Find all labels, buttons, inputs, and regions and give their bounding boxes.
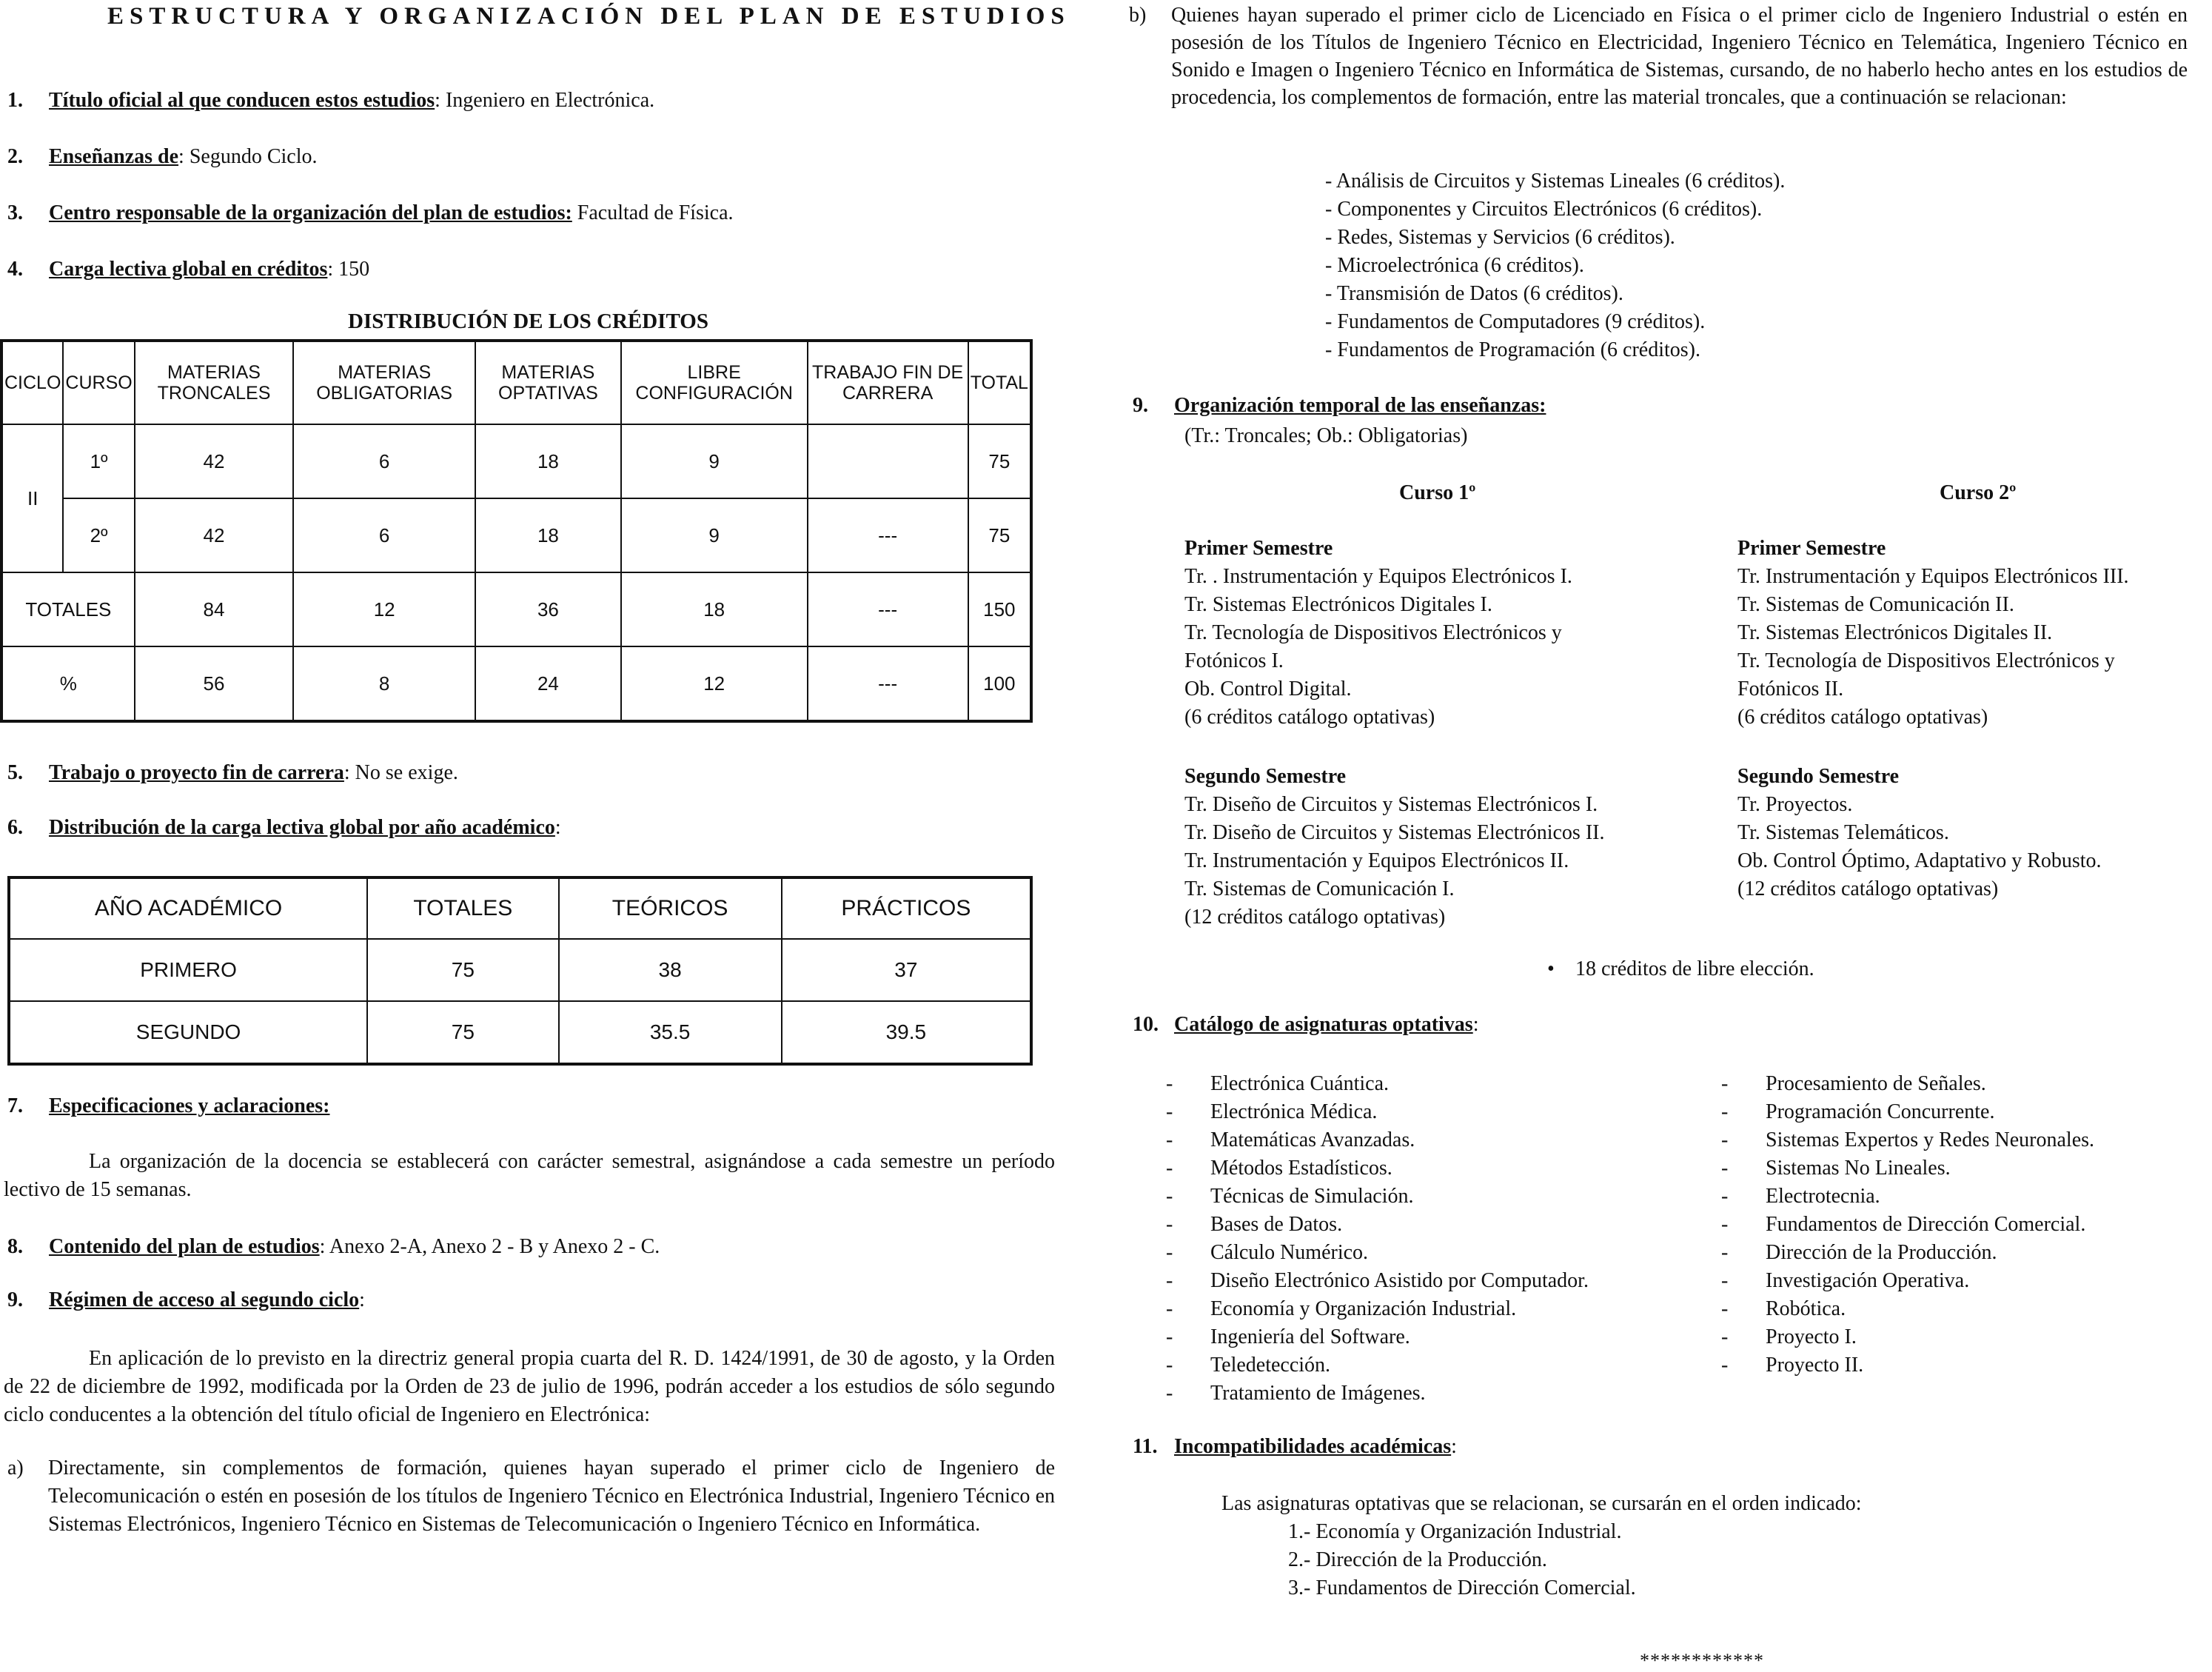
bullet-icon: • [1547,957,1555,980]
header-cell: TRABAJO FIN DE CARRERA [808,341,968,424]
item-10: 10. Catálogo de asignaturas optativas: [1133,1013,1479,1036]
course-line: Tr. Diseño de Circuitos y Sistemas Electrónicos I. [1184,793,1598,816]
academic-year-table [7,876,1033,1066]
list-item: - Componentes y Circuitos Electrónicos (6 créditos). [1325,198,1763,221]
curso-1-sem-2 [1184,763,1604,932]
optativas-list-right [1721,1070,2094,1380]
table-cell: 75 [968,498,1031,572]
item-6: 6. Distribución de la carga lectiva global por año académico: [7,816,561,839]
list-item: - Técnicas de Simulación. [1166,1185,1414,1208]
table-cell: 18 [475,424,621,498]
list-item: - Diseño Electrónico Asistido por Computador. [1166,1269,1589,1292]
semester-title: Primer Semestre [1737,537,1886,560]
list-item: - Cálculo Numérico. [1166,1241,1369,1264]
table-cell: 35.5 [559,1001,782,1064]
semester-title: Segundo Semestre [1184,765,1347,788]
list-item: - Electrónica Médica. [1166,1100,1378,1123]
optativas-list-left [1166,1070,1589,1408]
incompat-intro: Las asignaturas optativas que se relacionan, se cursarán en el orden indicado: [1221,1492,1862,1515]
credit-table-caption: DISTRIBUCIÓN DE LOS CRÉDITOS [348,310,708,333]
item-8-heading: Contenido del plan de estudios [49,1235,320,1258]
table-row-totales [1,572,1031,646]
curso-2-title: Curso 2º [1940,481,2017,504]
course-line: Tr. Sistemas de Comunicación I. [1184,877,1455,900]
list-item: - Dirección de la Producción. [1721,1241,1997,1264]
table-cell: 42 [135,498,294,572]
table-cell: 8 [293,646,475,721]
list-item: - Tratamiento de Imágenes. [1166,1382,1426,1405]
item-3: 3. Centro responsable de la organización del plan de estudios: Facultad de Física. [7,201,734,224]
item-9-organizacion: 9. Organización temporal de las enseñanzas: [1133,394,1546,417]
item-11-heading: Incompatibilidades académicas [1174,1435,1452,1458]
list-item: - Electrotecnia. [1721,1185,1880,1208]
list-item: 2.- Dirección de la Producción. [1288,1548,1547,1571]
item-1: 1. Título oficial al que conducen estos estudios: Ingeniero en Electrónica. [7,89,655,112]
item-7-heading: Especificaciones y aclaraciones: [49,1094,330,1117]
course-line: Tr. Diseño de Circuitos y Sistemas Electrónicos II. [1184,821,1605,844]
table-cell: 24 [475,646,621,721]
table-cell [808,424,968,498]
header-cell: AÑO ACADÉMICO [9,877,367,939]
item-5-heading: Trabajo o proyecto fin de carrera [49,761,344,784]
table-cell: --- [808,498,968,572]
document-title: ESTRUCTURA Y ORGANIZACIÓN DEL PLAN DE ESTUDIOS [107,3,1070,30]
table-cell: 12 [293,572,475,646]
curso-1-sem-1 [1184,535,1572,732]
table-cell: SEGUNDO [9,1001,367,1064]
item-10-heading: Catálogo de asignaturas optativas [1174,1013,1473,1036]
list-item: - Transmisión de Datos (6 créditos). [1325,282,1623,305]
ciclo-cell: II [1,424,63,572]
course-line: Tr. Sistemas Electrónicos Digitales II. [1737,621,2053,644]
item-4-heading: Carga lectiva global en créditos [49,258,328,281]
list-item: - Bases de Datos. [1166,1213,1343,1236]
curso-2-sem-1 [1737,535,2129,732]
table-header-row [1,341,1031,424]
header-cell: MATERIAS TRONCALES [135,341,294,424]
header-cell: MATERIAS OPTATIVAS [475,341,621,424]
list-item: - Métodos Estadísticos. [1166,1157,1392,1180]
table-cell: 12 [621,646,808,721]
table-row-percent [1,646,1031,721]
table-cell: 75 [367,939,558,1001]
course-line: Ob. Control Óptimo, Adaptativo y Robusto. [1737,849,2102,872]
item-5: 5. Trabajo o proyecto fin de carrera: No se exige. [7,761,458,784]
list-item: - Proyecto II. [1721,1354,1864,1377]
table-cell: 75 [968,424,1031,498]
totales-label: TOTALES [1,572,135,646]
course-line: Tr. Instrumentación y Equipos Electrónicos II. [1184,849,1569,872]
list-item: 1.- Economía y Organización Industrial. [1288,1520,1622,1543]
course-line: Tr. Tecnología de Dispositivos Electrónicos y [1184,621,1562,644]
list-item: - Robótica. [1721,1297,1846,1320]
table-header-row [9,877,1031,939]
table-cell: 18 [621,572,808,646]
list-item: - Electrónica Cuántica. [1166,1072,1389,1095]
incompat-list [1288,1518,1636,1602]
list-item: - Economía y Organización Industrial. [1166,1297,1517,1320]
table-cell: 75 [367,1001,558,1064]
course-line: Ob. Control Digital. [1184,678,1352,700]
list-item: - Teledetección. [1166,1354,1331,1377]
curso-cell: 1º [63,424,134,498]
table-cell: 37 [782,939,1031,1001]
table-row [1,498,1031,572]
item-11: 11. Incompatibilidades académicas: [1133,1435,1457,1458]
table-row [1,424,1031,498]
item-1-heading: Título oficial al que conducen estos estudios [49,89,435,112]
table-row [9,1001,1031,1064]
table-cell: --- [808,646,968,721]
header-cell: PRÁCTICOS [782,877,1031,939]
course-line: (12 créditos catálogo optativas) [1184,906,1446,929]
semester-title: Primer Semestre [1184,537,1333,560]
list-item: - Fundamentos de Programación (6 créditos). [1325,338,1700,361]
course-line: (6 créditos catálogo optativas) [1737,706,1988,729]
list-item: - Fundamentos de Computadores (9 créditos). [1325,310,1706,333]
list-item: - Redes, Sistemas y Servicios (6 créditos). [1325,226,1675,249]
org-note: (Tr.: Troncales; Ob.: Obligatorias) [1184,424,1468,447]
item-7: 7. Especificaciones y aclaraciones: [7,1094,330,1117]
table-cell: 9 [621,424,808,498]
table-cell: 6 [293,424,475,498]
list-item: - Investigación Operativa. [1721,1269,1970,1292]
course-line: Fotónicos I. [1184,649,1284,672]
access-option-a: a) Directamente, sin complementos de formación, quienes hayan superado el primer ciclo de Ingeniero de Telecomunicación o estén en posesión de los títulos de Ingeniero Técnico en Electrónica Industrial, Ingeniero Técnico en Sistemas Electrónicos, Ingeniero Técnico en Sistemas de Telecomunicación o Ingeniero Técnico en Informática. [7,1457,1055,1536]
table-cell: 100 [968,646,1031,721]
item-4: 4. Carga lectiva global en créditos: 150 [7,258,370,281]
percent-label: % [1,646,135,721]
access-option-b: b) Quienes hayan superado el primer ciclo de Licenciado en Física o el primer ciclo de Ingeniero Industrial o estén en posesión de los Títulos de Ingeniero Técnico en Electricidad, Ingeniero Técnico en Telemática, Ingeniero Técnico en Sonido e Imagen o Ingeniero Técnico en Informática de Sistemas, cursando, de no haberlo hecho antes en los estudios de procedencia, los complementos de formación, entre las material troncales, que a continuación se relacionan: [1129,4,2188,109]
header-cell: TOTAL [968,341,1031,424]
item-2-heading: Enseñanzas de [49,145,179,168]
curso-cell: 2º [63,498,134,572]
table-cell: 6 [293,498,475,572]
course-line: (12 créditos catálogo optativas) [1737,877,1999,900]
list-item: - Ingeniería del Software. [1166,1325,1410,1348]
course-line: Tr. Sistemas Telemáticos. [1737,821,1949,844]
end-mark: ************ [1640,1650,1764,1671]
libre-eleccion-bullet: • 18 créditos de libre elección. [1547,955,1814,983]
table-cell: 56 [135,646,294,721]
table-cell: 84 [135,572,294,646]
list-item: - Procesamiento de Señales. [1721,1072,1986,1095]
item-6-heading: Distribución de la carga lectiva global por año académico [49,816,555,839]
table-cell: 38 [559,939,782,1001]
course-line: Tr. . Instrumentación y Equipos Electrónicos I. [1184,565,1572,588]
list-item: 3.- Fundamentos de Dirección Comercial. [1288,1576,1636,1599]
list-item: - Fundamentos de Dirección Comercial. [1721,1213,2086,1236]
list-item: - Programación Concurrente. [1721,1100,1995,1123]
table-cell: 18 [475,498,621,572]
item-7-paragraph: La organización de la docencia se establecerá con carácter semestral, asignándose a cada semestre un período lectivo de 15 semanas. [4,1150,1055,1201]
list-item: - Análisis de Circuitos y Sistemas Lineales (6 créditos). [1325,170,1786,193]
complementos-list [1325,167,1785,364]
item-8: 8. Contenido del plan de estudios: Anexo 2-A, Anexo 2 - B y Anexo 2 - C. [7,1235,660,1258]
list-item: - Proyecto I. [1721,1325,1857,1348]
table-cell: --- [808,572,968,646]
item-3-heading: Centro responsable de la organización del plan de estudios: [49,201,572,224]
item-9-heading: Régimen de acceso al segundo ciclo [49,1288,360,1311]
table-cell: 39.5 [782,1001,1031,1064]
table-cell: 150 [968,572,1031,646]
course-line: (6 créditos catálogo optativas) [1184,706,1435,729]
list-item: - Matemáticas Avanzadas. [1166,1128,1415,1151]
curso-2-sem-2 [1737,763,2102,903]
list-item: - Sistemas No Lineales. [1721,1157,1951,1180]
course-line: Tr. Sistemas de Comunicación II. [1737,593,2014,616]
header-cell: CICLO [1,341,63,424]
course-line: Tr. Tecnología de Dispositivos Electrónicos y [1737,649,2115,672]
header-cell: TOTALES [367,877,558,939]
header-cell: LIBRE CONFIGURACIÓN [621,341,808,424]
header-cell: TEÓRICOS [559,877,782,939]
course-line: Tr. Proyectos. [1737,793,1853,816]
course-line: Fotónicos II. [1737,678,1844,700]
table-cell: 36 [475,572,621,646]
course-line: Tr. Instrumentación y Equipos Electrónicos III. [1737,565,2129,588]
table-cell: 42 [135,424,294,498]
table-cell: PRIMERO [9,939,367,1001]
list-item: - Microelectrónica (6 créditos). [1325,254,1584,277]
course-line: Tr. Sistemas Electrónicos Digitales I. [1184,593,1492,616]
item-9-organizacion-heading: Organización temporal de las enseñanzas: [1174,394,1546,417]
item-2: 2. Enseñanzas de: Segundo Ciclo. [7,145,318,168]
curso-1-title: Curso 1º [1399,481,1476,504]
semester-title: Segundo Semestre [1737,765,1900,788]
table-row [9,939,1031,1001]
header-cell: MATERIAS OBLIGATORIAS [293,341,475,424]
header-cell: CURSO [63,341,134,424]
item-9: 9. Régimen de acceso al segundo ciclo: [7,1288,365,1311]
list-item: - Sistemas Expertos y Redes Neuronales. [1721,1128,2095,1151]
item-9-paragraph: En aplicación de lo previsto en la directriz general propia cuarta del R. D. 1424/1991, de 30 de agosto, y la Orden de 22 de diciembre de 1992, modificada por la Orden de 23 de julio de 1996, podrán acceder a los estudios de sólo segundo ciclo conducentes a la obtención del título oficial de Ingeniero en Electrónica: [4,1347,1055,1426]
table-cell: 9 [621,498,808,572]
credit-distribution-table [0,339,1033,723]
